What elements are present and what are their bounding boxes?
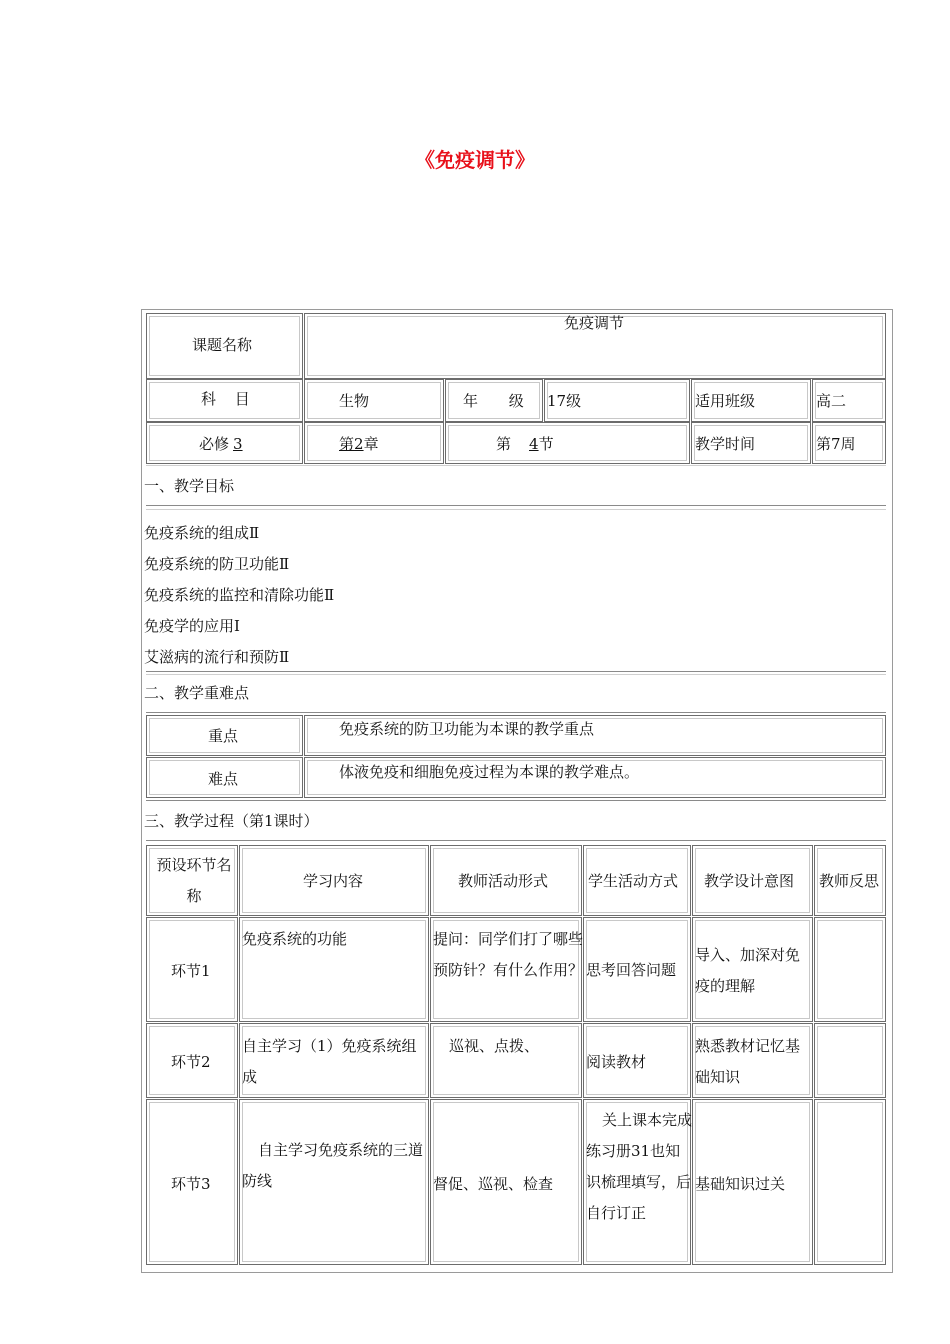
process-row-2-name-cell	[146, 1023, 238, 1098]
row-intent: 熟悉教材记忆基础知识	[695, 1037, 801, 1086]
process-row-2-student-cell	[583, 1023, 691, 1098]
grade-label: 年 级	[463, 392, 524, 410]
process-header-cell	[583, 845, 691, 916]
row-teacher: 提问：同学们打了哪些预防针？有什么作用？	[433, 930, 584, 979]
row-intent: 基础知识过关	[695, 1175, 786, 1193]
goal-item: 免疫系统的防卫功能Ⅱ	[144, 555, 290, 573]
time-label-cell	[691, 422, 811, 464]
process-row-3-student-cell	[583, 1099, 691, 1265]
process-row-2-reflection-cell	[814, 1023, 886, 1098]
row-content: 自主学习免疫系统的三道防线	[242, 1141, 424, 1190]
subject-value: 生物	[339, 392, 370, 410]
row-teacher: 巡视、点拨、	[449, 1037, 540, 1055]
time-value: 第7周	[816, 435, 856, 453]
row-student: 思考回答问题	[586, 961, 677, 979]
process-row-3-content-cell	[239, 1099, 429, 1265]
process-header-cell	[430, 845, 582, 916]
chapter-text: 第2章	[313, 429, 379, 460]
header-teacher: 教师活动形式	[458, 872, 549, 890]
goals-list	[144, 518, 334, 673]
lesson-name-label: 课题名称	[192, 336, 253, 354]
process-header-cell	[146, 845, 238, 916]
process-header-cell	[239, 845, 429, 916]
process-row-1-student-cell	[583, 917, 691, 1022]
class-label: 适用班级	[695, 392, 756, 410]
section-text: 第 4节	[496, 435, 554, 453]
header-student: 学生活动方式	[588, 872, 679, 890]
difficulty-value-cell	[304, 757, 886, 798]
chapter-underlined: 第2	[339, 435, 364, 453]
class-value: 高二	[816, 392, 847, 410]
lesson-name-value: 免疫调节	[564, 314, 625, 332]
header-name: 预设环节名称	[156, 856, 232, 905]
goal-item: 免疫系统的监控和清除功能Ⅱ	[144, 586, 335, 604]
key-label-cell	[146, 715, 303, 756]
process-row-1-teacher-cell	[430, 917, 582, 1022]
process-header-cell	[814, 845, 886, 916]
divider	[146, 505, 886, 506]
goal-item: 免疫学的应用Ⅰ	[144, 617, 240, 635]
row-content: 自主学习（1）免疫系统组成	[242, 1037, 417, 1086]
class-value-cell	[812, 379, 886, 422]
section-number: 4	[529, 435, 539, 453]
header-reflection: 教师反思	[819, 872, 880, 890]
subject-value-cell	[304, 379, 444, 422]
key-value: 免疫系统的防卫功能为本课的教学重点	[339, 720, 595, 738]
row-student: 阅读教材	[586, 1053, 647, 1071]
difficulty-label: 难点	[208, 770, 239, 788]
subject-label-cell	[146, 379, 303, 422]
row-teacher: 督促、巡视、检查	[433, 1175, 554, 1193]
divider	[146, 800, 886, 801]
book-number: 3	[233, 435, 243, 453]
grade-value: 17级	[547, 392, 582, 410]
document-title: 《免疫调节》	[415, 148, 535, 172]
process-row-3-teacher-cell	[430, 1099, 582, 1265]
difficulty-value: 体液免疫和细胞免疫过程为本课的教学难点。	[339, 763, 640, 781]
lesson-name-value-cell	[304, 313, 886, 379]
book-text	[199, 429, 263, 460]
row-name: 环节3	[171, 1175, 211, 1193]
book-prefix: 必修	[199, 435, 230, 453]
row-name: 环节2	[171, 1053, 211, 1071]
process-row-2-intent-cell	[692, 1023, 813, 1098]
row-content: 免疫系统的功能	[242, 930, 348, 948]
grade-value-cell	[544, 379, 690, 422]
process-row-1-name-cell	[146, 917, 238, 1022]
divider	[146, 465, 886, 466]
process-row-3-intent-cell	[692, 1099, 813, 1265]
divider	[146, 840, 886, 841]
divider	[146, 671, 886, 672]
process-row-2-teacher-cell	[430, 1023, 582, 1098]
divider	[146, 712, 886, 713]
class-label-cell	[691, 379, 811, 422]
lesson-name-label-cell	[146, 313, 303, 379]
process-heading: 三、教学过程（第1课时）	[144, 812, 319, 830]
row-intent: 导入、加深对免疫的理解	[695, 946, 801, 995]
divider	[146, 674, 886, 675]
time-value-cell	[812, 422, 886, 464]
divider	[146, 509, 886, 510]
process-row-3-name-cell	[146, 1099, 238, 1265]
row-student: 关上课本完成练习册31也知识梳理填写，后自行订正	[586, 1111, 693, 1222]
subject-label: 科 目	[201, 390, 250, 408]
book-cell	[146, 422, 303, 464]
key-value-cell	[304, 715, 886, 756]
section-cell	[445, 422, 690, 464]
row-name: 环节1	[171, 962, 211, 980]
header-intent: 教学设计意图	[704, 872, 795, 890]
process-row-3-reflection-cell	[814, 1099, 886, 1265]
goals-heading: 一、教学目标	[144, 477, 235, 495]
process-header-cell	[692, 845, 813, 916]
difficulty-label-cell	[146, 757, 303, 798]
chapter-cell	[304, 422, 444, 464]
time-label: 教学时间	[695, 435, 756, 453]
keypoints-heading: 二、教学重难点	[144, 684, 250, 702]
goal-item: 免疫系统的组成Ⅱ	[144, 524, 260, 542]
grade-label-cell	[445, 379, 543, 422]
key-label: 重点	[208, 727, 239, 745]
process-row-1-reflection-cell	[814, 917, 886, 1022]
process-row-1-intent-cell	[692, 917, 813, 1022]
goal-item: 艾滋病的流行和预防Ⅱ	[144, 648, 290, 666]
process-row-2-content-cell	[239, 1023, 429, 1098]
process-row-1-content-cell	[239, 917, 429, 1022]
header-content: 学习内容	[303, 872, 364, 890]
